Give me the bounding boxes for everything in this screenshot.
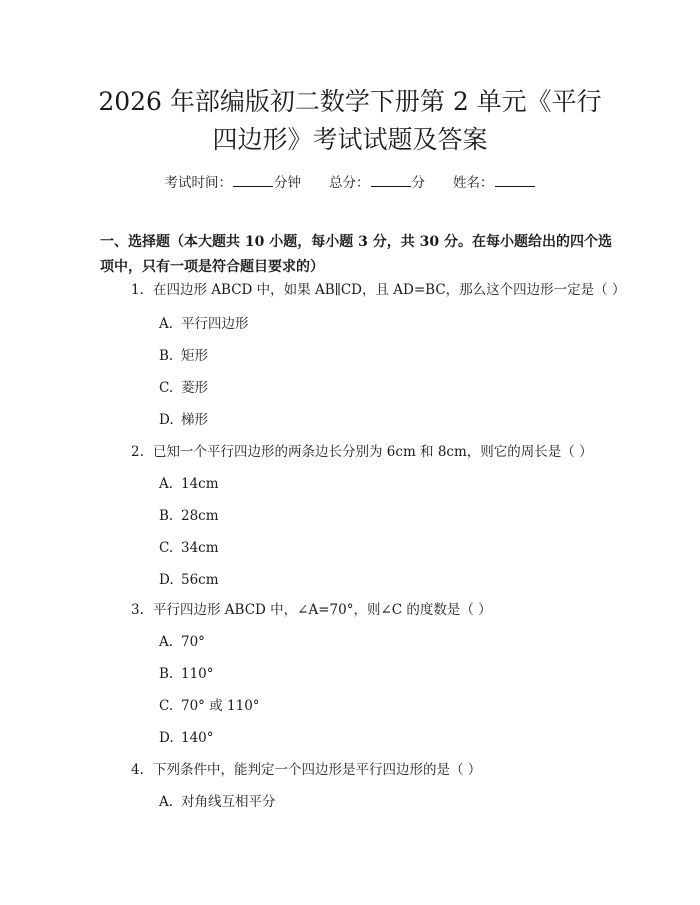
question-4-option-a: [159, 792, 276, 812]
question-2-option-d: [159, 570, 219, 590]
option-text: 对角线互相平分: [181, 794, 276, 810]
option-label: C.: [159, 540, 174, 556]
time-label: 考试时间：: [164, 175, 232, 191]
question-3-option-c: [159, 696, 260, 716]
option-label: C.: [159, 380, 174, 396]
option-text: 矩形: [181, 348, 208, 364]
option-text: 14cm: [181, 476, 219, 492]
option-text: 70° 或 110°: [181, 698, 260, 714]
option-label: B.: [159, 666, 174, 682]
time-blank: [233, 175, 273, 187]
option-text: 110°: [181, 666, 214, 682]
option-label: C.: [159, 698, 174, 714]
question-text: 已知一个平行四边形的两条边长分别为 6cm 和 8cm，则它的周长是（ ）: [153, 444, 593, 460]
question-3-option-d: [159, 728, 214, 748]
option-text: 梯形: [181, 412, 208, 428]
option-label: A.: [159, 476, 174, 492]
option-label: D.: [159, 730, 174, 746]
option-text: 34cm: [181, 540, 219, 556]
option-label: D.: [159, 412, 174, 428]
question-number: 1.: [131, 282, 144, 298]
option-label: B.: [159, 508, 174, 524]
option-text: 56cm: [181, 572, 219, 588]
exam-title-line-1: 2026 年部编版初二数学下册第 2 单元《平行: [98, 87, 602, 116]
question-number: 4.: [131, 762, 144, 778]
score-unit: 分: [411, 175, 425, 191]
question-number: 2.: [131, 444, 144, 460]
time-unit: 分钟: [274, 175, 301, 191]
option-text: 28cm: [181, 508, 219, 524]
name-label: 姓名：: [453, 175, 494, 191]
score-blank: [371, 175, 411, 187]
exam-info-line: [0, 171, 700, 191]
question-text: 在四边形 ABCD 中，如果 AB∥CD，且 AD=BC，那么这个四边形一定是（ ）: [153, 282, 626, 298]
option-text: 70°: [181, 634, 205, 650]
option-text: 140°: [181, 730, 214, 746]
name-blank: [495, 175, 535, 187]
option-text: 菱形: [181, 380, 208, 396]
question-text: 下列条件中，能判定一个四边形是平行四边形的是（ ）: [153, 762, 482, 778]
option-text: 平行四边形: [181, 316, 249, 332]
question-2-option-a: [159, 474, 219, 494]
question-2-option-b: [159, 506, 219, 526]
question-1-option-a: [159, 314, 249, 334]
exam-title-line-2: 四边形》考试试题及答案: [212, 125, 488, 154]
question-2: [131, 442, 593, 462]
option-label: B.: [159, 348, 174, 364]
question-number: 3.: [131, 602, 144, 618]
question-3-option-b: [159, 664, 214, 684]
question-3: [131, 600, 492, 620]
option-label: A.: [159, 316, 174, 332]
question-1-option-d: [159, 410, 208, 430]
question-1-option-c: [159, 378, 208, 398]
question-2-option-c: [159, 538, 219, 558]
option-label: A.: [159, 794, 174, 810]
question-4: [131, 760, 481, 780]
section-heading: 一、选择题（本大题共 10 小题，每小题 3 分，共 30 分。在每小题给出的四个选项中，只有一项是符合题目要求的）: [100, 234, 612, 275]
question-1-option-b: [159, 346, 208, 366]
score-label: 总分：: [329, 175, 370, 191]
question-text: 平行四边形 ABCD 中，∠A=70°，则∠C 的度数是（ ）: [153, 602, 492, 618]
question-3-option-a: [159, 632, 205, 652]
option-label: A.: [159, 634, 174, 650]
question-1: [131, 280, 625, 300]
option-label: D.: [159, 572, 174, 588]
